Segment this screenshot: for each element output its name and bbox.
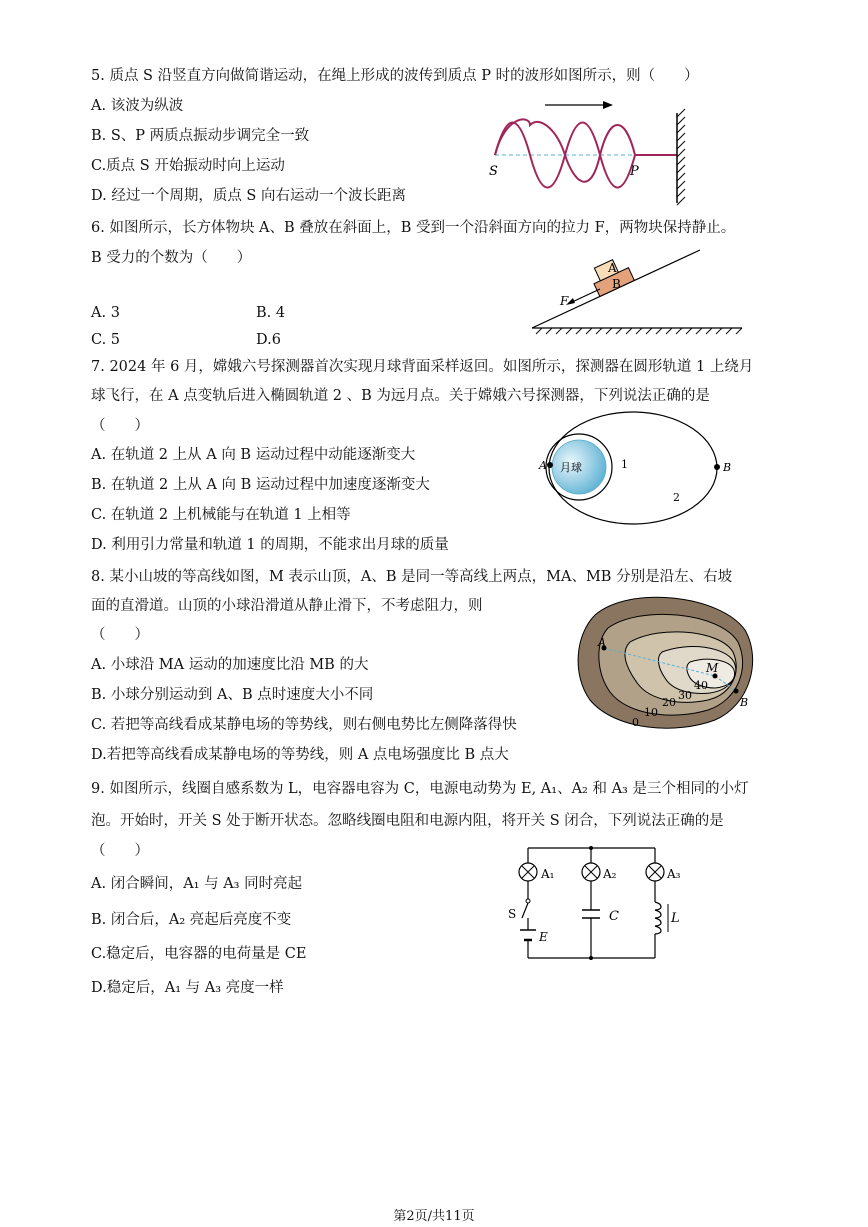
q7-option-c: C. 在轨道 2 上机械能与在轨道 1 上相等 xyxy=(91,507,351,523)
q9-battery xyxy=(520,930,536,940)
q8-label-40: 40 xyxy=(694,679,708,692)
q8-label-20: 20 xyxy=(662,696,676,709)
q5-wall-hatch xyxy=(677,109,685,205)
q9-lamp-a2 xyxy=(582,863,600,881)
q8-option-b: B. 小球分别运动到 A、B 点时速度大小不同 xyxy=(91,687,374,703)
q6-label-a: A xyxy=(608,261,617,275)
q8-option-a: A. 小球沿 MA 运动的加速度比沿 MB 的大 xyxy=(91,657,369,673)
q8-point-b xyxy=(734,689,739,694)
q5-option-b: B. S、P 两质点振动步调完全一致 xyxy=(91,128,310,144)
q9-option-c: C.稳定后，电容器的电荷量是 CE xyxy=(91,946,307,962)
q7-label-orbit1: 1 xyxy=(621,458,628,471)
q9-option-a: A. 闭合瞬间，A₁ 与 A₃ 同时亮起 xyxy=(91,876,303,892)
q8-stem-line3: （ ） xyxy=(91,627,149,643)
q9-stem-line2: 泡。开始时，开关 S 处于断开状态。忽略线圈电阻和电源内阻，将开关 S 闭合，下列说法正确的是 xyxy=(91,813,724,829)
q5-waveform xyxy=(495,119,635,181)
q9-label-a1: A₁ xyxy=(541,867,555,881)
q9-label-s: S xyxy=(508,907,517,921)
q9-circuit-figure xyxy=(503,838,693,966)
q5-wave-figure xyxy=(485,95,695,210)
q7-option-a: A. 在轨道 2 上从 A 向 B 运动过程中动能逐渐变大 xyxy=(91,447,416,463)
q6-label-b: B xyxy=(612,277,621,291)
q5-arrow-head xyxy=(603,101,613,109)
q7-label-a: A xyxy=(539,459,547,472)
q7-stem-line3: （ ） xyxy=(91,418,149,434)
q5-option-c: C.质点 S 开始振动时向上运动 xyxy=(91,158,285,174)
q6-option-b: B. 4 xyxy=(256,305,286,321)
q7-option-d: D. 利用引力常量和轨道 1 的周期，不能求出月球的质量 xyxy=(91,537,449,553)
q6-incline-figure xyxy=(530,245,745,340)
q8-option-d: D.若把等高线看成某静电场的等势线，则 A 点电场强度比 B 点大 xyxy=(91,747,509,763)
q8-label-b: B xyxy=(740,696,749,709)
q9-stem-line1: 9. 如图所示，线圈自感系数为 L，电容器电容为 C，电源电动势为 E, A₁、A₂ 和 A₃ 是三个相同的小灯 xyxy=(91,781,749,797)
q9-label-e: E xyxy=(539,930,548,944)
q7-label-b: B xyxy=(723,461,732,474)
q5-label-p: P xyxy=(630,164,639,179)
q8-label-a: A xyxy=(598,636,606,649)
q7-point-b xyxy=(714,464,720,470)
q9-stem-line3: （ ） xyxy=(91,843,149,859)
q8-label-m: M xyxy=(706,661,719,675)
q6-option-c: C. 5 xyxy=(91,332,121,348)
q9-lamp-a3 xyxy=(646,863,664,881)
q7-point-a xyxy=(547,462,553,468)
q9-switch-s xyxy=(522,899,530,918)
q9-inductor xyxy=(655,902,661,934)
q8-stem-line2: 面的直滑道。山顶的小球沿滑道从静止滑下，不考虑阻力，则 xyxy=(91,598,483,614)
q9-label-a3: A₃ xyxy=(667,867,681,881)
q7-option-b: B. 在轨道 2 上从 A 向 B 运动过程中加速度逐渐变大 xyxy=(91,477,430,493)
q8-stem-line1: 8. 某小山坡的等高线如图，M 表示山顶，A、B 是同一等高线上两点，MA、MB 分别是沿左、右坡 xyxy=(91,569,733,585)
q8-label-10: 10 xyxy=(644,706,658,719)
q6-stem-line1: 6. 如图所示，长方体物块 A、B 叠放在斜面上，B 受到一个沿斜面方向的拉力 F，两物块保持静止。 xyxy=(91,220,736,236)
q7-stem-line1: 7. 2024 年 6 月，嫦娥六号探测器首次实现月球背面采样返回。如图所示，探测器在圆形轨道 1 上绕月 xyxy=(91,359,754,375)
q9-label-a2: A₂ xyxy=(603,867,617,881)
q6-ground-hatch xyxy=(536,328,742,334)
q6-option-a: A. 3 xyxy=(91,305,120,321)
q7-stem-line2: 球飞行，在 A 点变轨后进入椭圆轨道 2 、B 为远月点。关于嫦娥六号探测器，下列说法正确的是 xyxy=(91,388,710,404)
q8-label-30: 30 xyxy=(678,689,692,702)
q7-orbit-figure xyxy=(533,408,748,530)
q6-label-f: F xyxy=(560,294,569,308)
q5-label-s: S xyxy=(489,164,498,179)
q7-label-orbit2: 2 xyxy=(673,491,680,504)
q5-stem: 5. 质点 S 沿竖直方向做简谐运动，在绳上形成的波传到质点 P 时的波形如图所示，则（ ） xyxy=(91,68,699,84)
page-footer: 第2页/共11页 xyxy=(393,1209,475,1224)
q5-option-a: A. 该波为纵波 xyxy=(91,98,184,114)
q8-option-c: C. 若把等高线看成某静电场的等势线，则右侧电势比左侧降落得快 xyxy=(91,717,517,733)
q9-label-c: C xyxy=(609,909,619,924)
q5-option-d: D. 经过一个周期，质点 S 向右运动一个波长距离 xyxy=(91,188,406,204)
q9-option-b: B. 闭合后，A₂ 亮起后亮度不变 xyxy=(91,912,292,928)
q6-force-arrow xyxy=(570,289,600,303)
q9-capacitor xyxy=(582,910,600,918)
q9-option-d: D.稳定后，A₁ 与 A₃ 亮度一样 xyxy=(91,980,284,996)
q6-stem-line2: B 受力的个数为（ ） xyxy=(91,250,252,266)
q8-contour-figure xyxy=(570,590,760,735)
q9-lamp-a1 xyxy=(519,863,537,881)
q7-label-moon: 月球 xyxy=(560,461,582,474)
q6-option-d: D.6 xyxy=(256,332,281,348)
q9-label-l: L xyxy=(671,911,680,926)
q8-label-0: 0 xyxy=(632,716,639,729)
